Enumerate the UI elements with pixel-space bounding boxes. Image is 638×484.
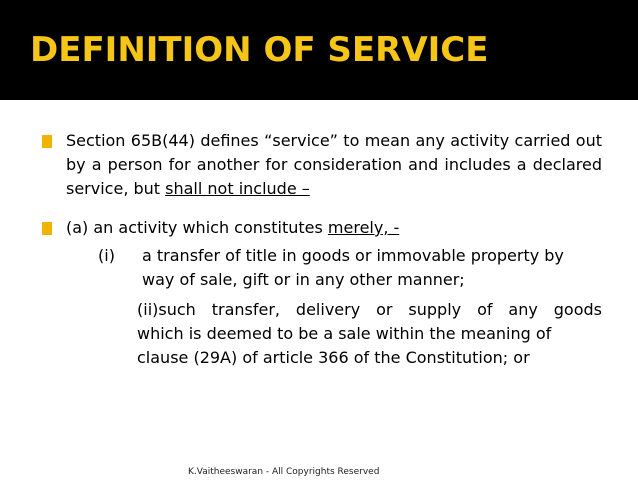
square-bullet-icon [42, 135, 52, 148]
item-i-line-2: way of sale, gift or in any other manner; [142, 270, 465, 289]
square-bullet-icon [42, 222, 52, 235]
slide-title: DEFINITION OF SERVICE [30, 30, 489, 70]
bullet-2-text [66, 216, 602, 240]
bullet-1-underlined: shall not include – [165, 179, 310, 198]
item-i-line-1: a transfer of title in goods or immovable property by [142, 246, 564, 265]
item-ii-line-3: clause (29A) of article 366 of the Constitution; or [137, 348, 530, 367]
bullet-2-underlined: merely, - [327, 218, 400, 237]
item-ii-line-2: which is deemed to be a sale within the meaning of [137, 324, 552, 343]
item-i-marker: (i) [98, 246, 115, 265]
item-ii-line-1: (ii)such transfer, delivery or supply of any goods [137, 300, 602, 319]
bullet-1-main: Section 65B(44) defines “service” to mean any activity carried out by a person for another for consideration and includes a declared service, but [66, 131, 602, 198]
bullet-2-main: (a) an activity which constitutes [66, 218, 328, 237]
footer-copyright: K.Vaitheeswaran - All Copyrights Reserved [188, 467, 380, 477]
bullet-1-text [66, 129, 602, 201]
